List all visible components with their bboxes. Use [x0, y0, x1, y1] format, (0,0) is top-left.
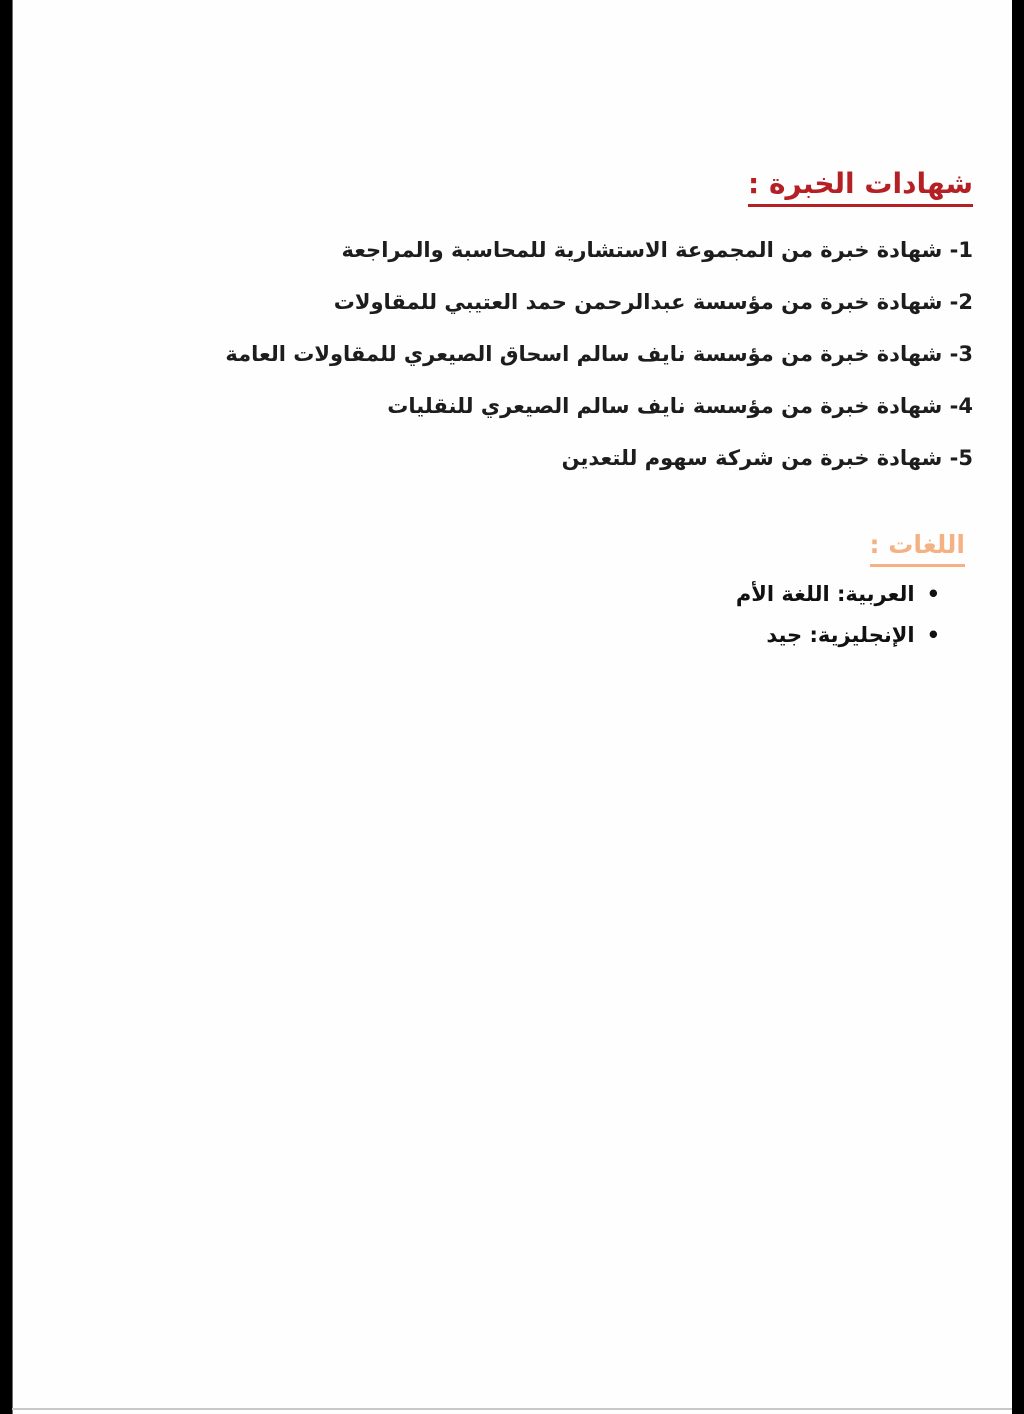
language-text-english: الإنجليزية: جيد	[766, 623, 915, 647]
languages-heading: اللغات :	[870, 529, 965, 567]
certificate-item-3: 3- شهادة خبرة من مؤسسة نايف سالم اسحاق الصيعري للمقاولات العامة	[225, 342, 973, 366]
document-page	[12, 0, 1012, 1414]
language-item-english	[43, 625, 940, 646]
bullet-icon: •	[926, 623, 940, 647]
page-content	[13, 0, 1012, 1414]
language-item-arabic	[43, 584, 940, 605]
certificate-item-1: 1- شهادة خبرة من المجموعة الاستشارية للمحاسبة والمراجعة	[341, 238, 973, 262]
experience-certificates-heading: شهادات الخبرة :	[748, 166, 973, 207]
certificate-item-2: 2- شهادة خبرة من مؤسسة عبدالرحمن حمد العتيبي للمقاولات	[333, 290, 973, 314]
languages-list	[43, 584, 940, 666]
language-text-arabic: العربية: اللغة الأم	[735, 582, 915, 606]
certificates-list	[43, 240, 973, 500]
certificate-item-4: 4- شهادة خبرة من مؤسسة نايف سالم الصيعري للنقليات	[387, 394, 973, 418]
page-divider	[12, 1408, 1012, 1410]
certificate-item-5: 5- شهادة خبرة من شركة سهوم للتعدين	[561, 446, 973, 470]
bullet-icon: •	[926, 582, 940, 606]
